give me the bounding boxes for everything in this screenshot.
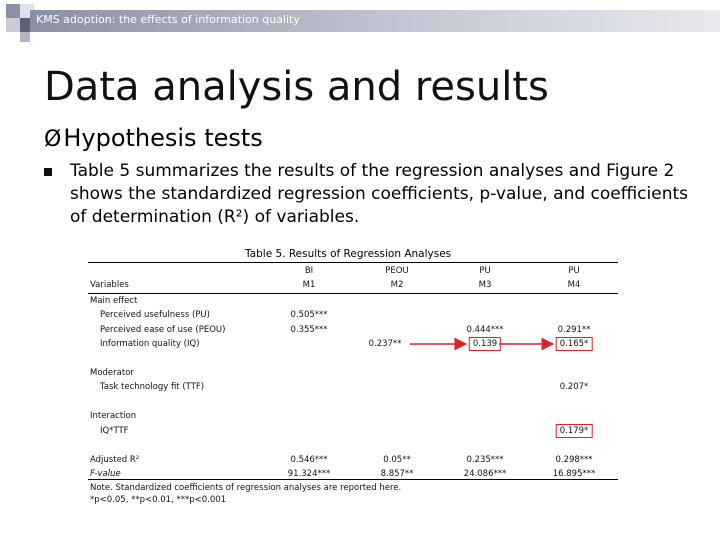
row-label-iq: Information quality (IQ) — [100, 339, 200, 349]
bullet-text: Table 5 summarizes the results of the regression analyses and Figure 2 shows the standardized regression coefficients, p-value, and coefficients of determination (R²) of variables. — [70, 161, 689, 227]
cell-peou-m1: 0.355*** — [290, 325, 328, 335]
cell-peou-m3: 0.444*** — [466, 325, 504, 335]
table-header-rule — [88, 293, 618, 294]
table-note: Note. Standardized coefficients of regression analyses are reported here. — [90, 483, 402, 493]
col-header-m1-top: BI — [304, 266, 314, 276]
table-top-rule — [88, 262, 618, 263]
interaction-label: Interaction — [90, 411, 137, 421]
cell-f-m1: 91.324*** — [287, 469, 331, 479]
cell-peou-m4: 0.291** — [557, 325, 591, 335]
table-caption: Table 5. Results of Regression Analyses — [245, 248, 452, 260]
square-bullet-icon — [44, 168, 52, 176]
cell-ttf-m4: 0.207* — [559, 382, 589, 392]
row-label-peou: Perceived ease of use (PEOU) — [100, 325, 226, 335]
variables-label: Variables — [90, 280, 129, 290]
arrow-bullet-icon: Ø — [44, 127, 62, 152]
cell-adj-r2-m1: 0.546*** — [290, 455, 328, 465]
cell-adj-r2-m3: 0.235*** — [466, 455, 504, 465]
cell-iq-m4-highlighted: 0.165* — [556, 337, 593, 351]
main-effect-label: Main effect — [90, 296, 138, 306]
row-label-pu: Perceived usefulness (PU) — [100, 310, 210, 320]
row-label-f-value: F-value — [90, 469, 121, 479]
cell-iq-m2: 0.237** — [368, 339, 402, 349]
cell-iq-ttf-m4-highlighted: 0.179* — [556, 424, 593, 438]
table-significance-note: *p<0.05, **p<0.01, ***p<0.001 — [90, 495, 227, 505]
slide-title: Data analysis and results — [44, 64, 549, 110]
col-header-m4-top: PU — [568, 266, 580, 276]
row-label-iq-ttf: IQ*TTF — [100, 426, 129, 436]
cell-f-m2: 8.857** — [380, 469, 414, 479]
col-header-m4-bottom: M4 — [567, 280, 581, 290]
banner-title: KMS adoption: the effects of information quality — [36, 13, 300, 26]
col-header-m3-top: PU — [479, 266, 491, 276]
subheading — [44, 124, 263, 152]
cell-f-m4: 16.895*** — [552, 469, 596, 479]
row-label-ttf: Task technology fit (TTF) — [100, 382, 205, 392]
cell-f-m3: 24.086*** — [463, 469, 507, 479]
table-bottom-rule — [88, 479, 618, 480]
subheading-text: Hypothesis tests — [63, 124, 263, 152]
col-header-m2-top: PEOU — [385, 266, 409, 276]
cell-pu-m1: 0.505*** — [290, 310, 328, 320]
cell-adj-r2-m2: 0.05** — [383, 455, 411, 465]
col-header-m3-bottom: M3 — [478, 280, 492, 290]
cell-iq-m3-highlighted: 0.139 — [469, 337, 501, 351]
cell-adj-r2-m4: 0.298*** — [555, 455, 593, 465]
col-header-m2-bottom: M2 — [390, 280, 404, 290]
col-header-m1-bottom: M1 — [302, 280, 316, 290]
moderator-label: Moderator — [90, 368, 134, 378]
row-label-adj-r2: Adjusted R² — [90, 455, 140, 465]
